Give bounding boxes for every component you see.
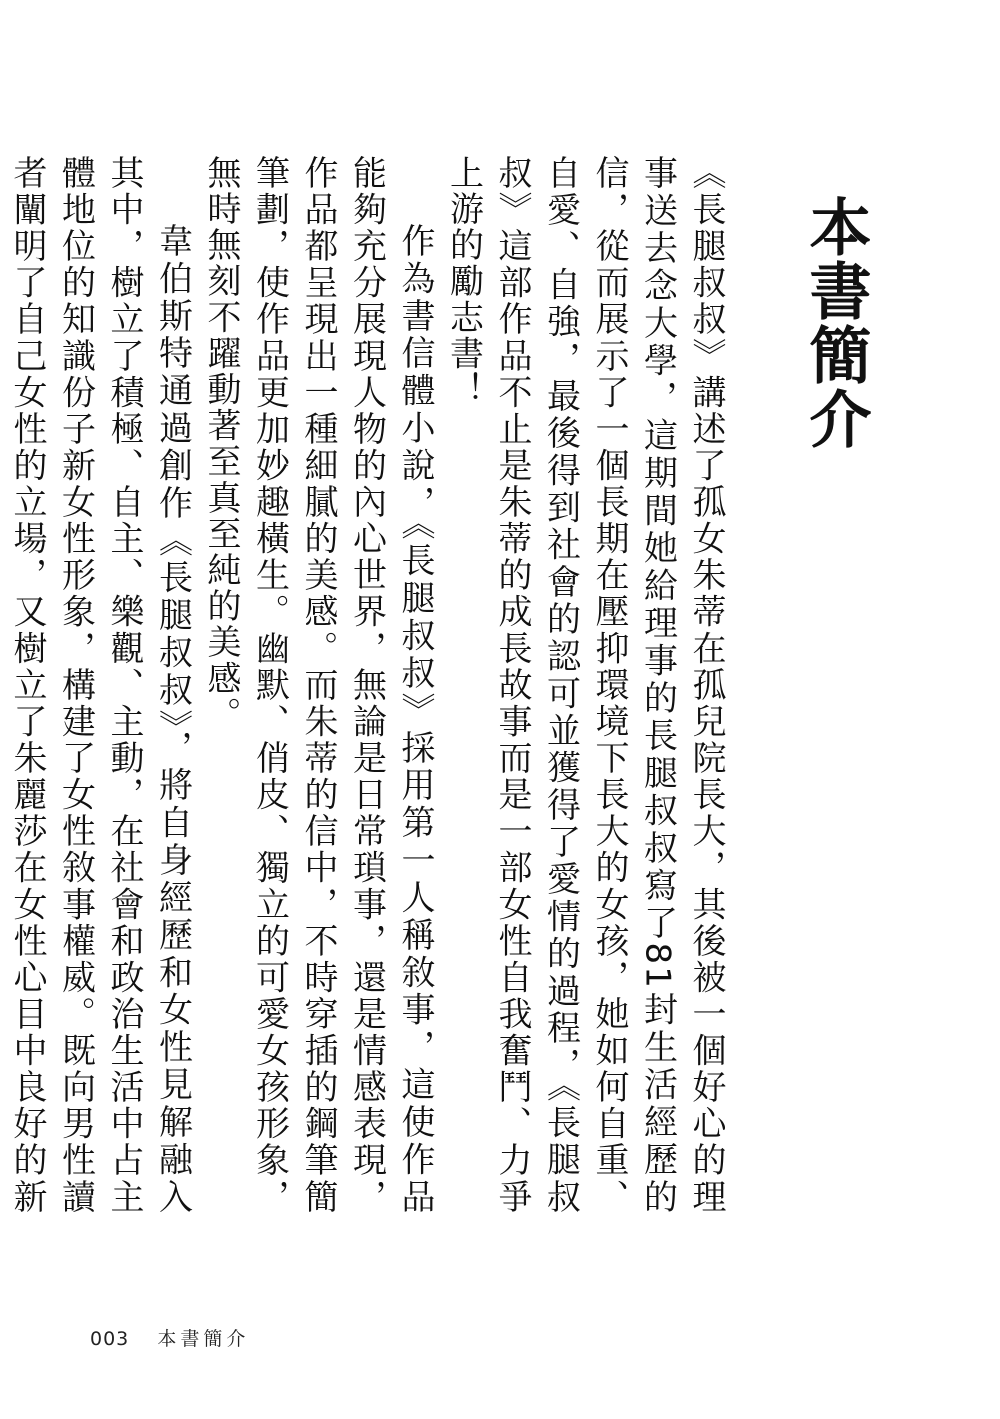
introduction-body	[7, 155, 730, 1215]
paragraph-3: 韋伯斯特通過創作《長腿叔叔》，將自身經歷和女性見解融入其中，樹立了積極、自主、樂觀、主動，在社會和政治生活中占主體地位的知識份子新女性形象，構建了女性敘事權威。既向男性讀者闡明了自己女性的立場，又樹立了朱麗莎在女性心目中良好的新	[7, 155, 193, 1215]
page-title: 本書簡介	[799, 195, 872, 451]
running-header-label: 本書簡介	[157, 1328, 250, 1350]
page-number: 003	[90, 1328, 130, 1350]
page-footer	[90, 1324, 249, 1352]
paragraph-1: 《長腿叔叔》講述了孤女朱蒂在孤兒院長大，其後被一個好心的理事送去念大學，這期間她給理事的長腿叔叔寫了81封生活經歷的信，從而展示了一個長期在壓抑環境下長大的女孩，她如何自重、自愛、自強，最後得到社會的認可並獲得了愛情的過程，《長腿叔叔》這部作品不止是朱蒂的成長故事而是一部女性自我奮鬥、力爭上游的勵志書！	[443, 155, 726, 1215]
paragraph-2: 作為書信體小說，《長腿叔叔》採用第一人稱敘事，這使作品能夠充分展現人物的內心世界，無論是日常瑣事，還是情感表現，作品都呈現出一種細膩的美感。而朱蒂的信中，不時穿插的鋼筆簡筆劃，使作品更加妙趣橫生。幽默、俏皮、獨立的可愛女孩形象，無時無刻不躍動著至真至純的美感。	[201, 155, 435, 1215]
